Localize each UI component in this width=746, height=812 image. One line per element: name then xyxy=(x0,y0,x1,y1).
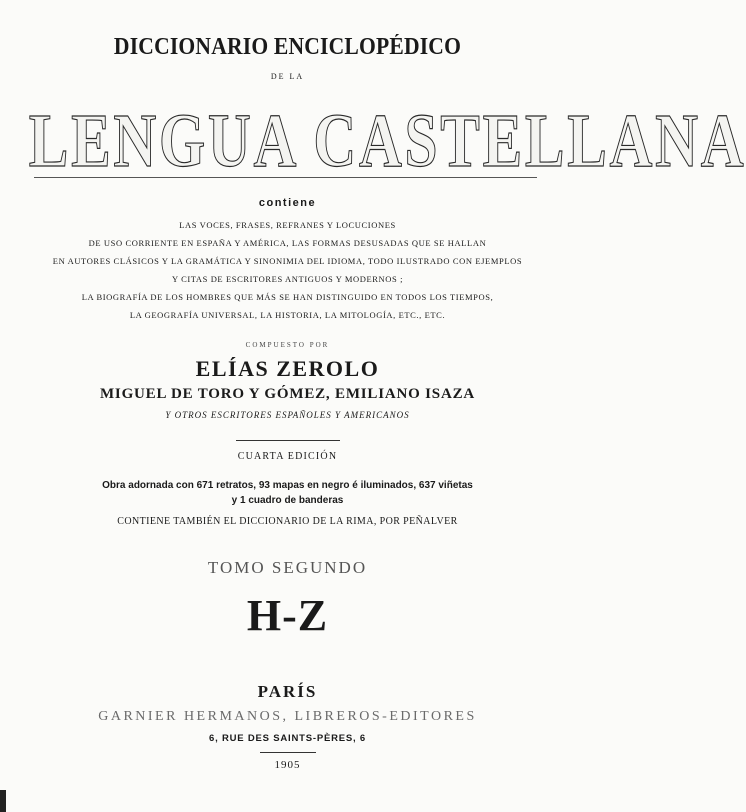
volume-range: H-Z xyxy=(246,591,329,640)
main-title: LENGUA CASTELLANA xyxy=(28,99,746,184)
publisher-address: 6, RUE DES SAINTS-PÈRES, 6 xyxy=(208,733,366,744)
other-authors: Y OTROS ESCRITORES ESPAÑOLES Y AMERICANOS xyxy=(165,410,410,420)
rima-note: CONTIENE TAMBIÉN EL DICCIONARIO DE LA RIMA, POR PEÑALVER xyxy=(117,516,458,527)
description-line: EN AUTORES CLÁSICOS Y LA GRAMÁTICA Y SINONIMIA DEL IDIOMA, TODO ILUSTRADO CON EJEMPLOS xyxy=(52,256,523,266)
publisher-name: GARNIER HERMANOS, LIBREROS-EDITORES xyxy=(98,709,477,724)
page-edge-mark xyxy=(0,790,6,812)
compuesto-por-label: COMPUESTO POR xyxy=(245,341,330,349)
description-line: LAS VOCES, FRASES, REFRANES Y LOCUCIONES xyxy=(179,220,396,230)
volume-label: TOMO SEGUNDO xyxy=(207,558,368,577)
description-line: LA GEOGRAFÍA UNIVERSAL, LA HISTORIA, LA MITOLOGÍA, ETC., ETC. xyxy=(129,310,446,320)
description-line: DE USO CORRIENTE EN ESPAÑA Y AMÉRICA, LAS FORMAS DESUSADAS QUE SE HALLAN xyxy=(88,238,487,248)
publication-city: PARÍS xyxy=(257,682,318,701)
book-title: DICCIONARIO ENCICLOPÉDICO xyxy=(113,34,462,60)
title-connector: DE LA xyxy=(270,72,305,81)
main-author: ELÍAS ZEROLO xyxy=(195,356,380,381)
title-underline xyxy=(34,177,537,178)
illustrations-note: Obra adornada con 671 retratos, 93 mapas en negro é iluminados, 637 viñetas xyxy=(102,480,473,491)
secondary-authors: MIGUEL DE TORO Y GÓMEZ, EMILIANO ISAZA xyxy=(99,386,476,402)
illustrations-note: y 1 cuadro de banderas xyxy=(231,495,344,506)
year-rule xyxy=(260,752,316,753)
description-line: LA BIOGRAFÍA DE LOS HOMBRES QUE MÁS SE HAN DISTINGUIDO EN TODOS LOS TIEMPOS, xyxy=(81,292,494,302)
edition-label: CUARTA EDICIÓN xyxy=(237,451,338,462)
publication-year: 1905 xyxy=(274,759,301,771)
description-line: Y CITAS DE ESCRITORES ANTIGUOS Y MODERNOS ; xyxy=(171,274,404,284)
contiene-label: contiene xyxy=(258,197,317,209)
edition-rule xyxy=(236,440,340,441)
